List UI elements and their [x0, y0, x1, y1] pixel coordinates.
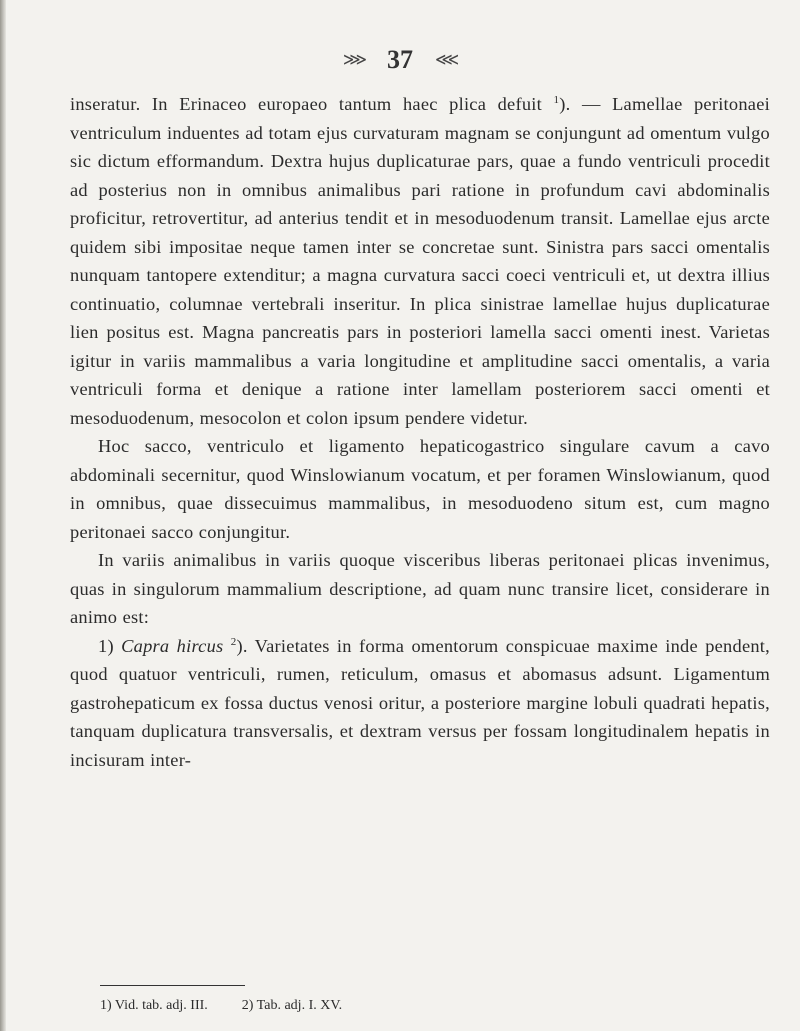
- footnote-1: 1) Vid. tab. adj. III.: [100, 998, 208, 1013]
- text-run: ). Varietates in forma omentorum conspicuae maxime inde pendent, quod quatuor ventriculi, rumen, reticulum, omasus et abomasus adsunt. Ligamentum gastrohepaticum ex fossa ductus venosi oritur, a posteriore margine lobuli quadrati hepatis, tanquam duplicatura transversalis, et dextram versus per fossam longitudinalem hepatis in incisuram inter-: [70, 635, 771, 770]
- text-run: Hoc sacco, ventriculo et ligamento hepaticogastrico singulare cavum a cavo abdominali secernitur, quod Winslowianum vocatum, et per foramen Winslowianum, quod in omnibus, quae dissecuimus mammalibus, in mesoduodeno situm est, cum magno peritonaei sacco conjungitur.: [70, 436, 770, 542]
- ornament-left-icon: ⋙: [342, 50, 365, 70]
- footnote-rule: [100, 985, 245, 986]
- text-run: 1): [98, 635, 122, 656]
- page-edge-shadow: [0, 0, 6, 1031]
- ornament-right-icon: ⋘: [435, 50, 458, 70]
- paragraph: [70, 632, 770, 775]
- page-header: [0, 44, 800, 76]
- footnote-marker: 1: [553, 94, 560, 106]
- paragraph: [70, 432, 770, 546]
- page-number: 37: [387, 45, 413, 74]
- footnotes: [100, 997, 760, 1015]
- paragraph: [70, 546, 770, 632]
- text-run: In variis animalibus in variis quoque visceribus liberas peritonaei plicas invenimus, quas in singulorum mammalium descriptione, ad quam nunc transire licet, considerare in animo est:: [70, 550, 770, 627]
- paragraph: [70, 90, 770, 432]
- text-run: inseratur. In Erinaceo europaeo tantum haec plica defuit: [70, 94, 554, 114]
- body-text: [70, 90, 770, 774]
- text-run: [223, 636, 230, 656]
- footnote-2: 2) Tab. adj. I. XV.: [241, 998, 343, 1013]
- footnote-marker: 2: [230, 635, 237, 648]
- text-run: ). — Lamellae peritonaei ventriculum induentes ad totam ejus curvaturam magnam se conjungunt ad omentum vulgo sic dictum efformandum. Dextra hujus duplicaturae pars, quae a fundo ventriculi procedit ad posterius non in omnibus animalibus pari ratione in profundum cavi abdominalis proficitur, retrovertitur, ad anterius tendit et in mesoduodenum transit. Lamellae ejus arcte quidem sibi impositae neque tamen inter se concretae sunt. Sinistra pars sacci omentalis nunquam tantopere extenditur; a magna curvatura sacci coeci ventriculi et, ut dextra illius continuatio, columnae vertebrali inseritur. In plica sinistrae lamellae hujus duplicaturae lien positus est. Magna pancreatis pars in posteriori lamella sacci omenti inest. Varietas igitur in variis mammalibus a varia longitudine et amplitudine sacci omentalis, a varia ventriculi forma et denique a ratione inter lamellam posteriorem sacci omenti et mesoduodenum, mesocolon et colon ipsum pendere videtur.: [70, 94, 770, 428]
- species-name: Capra hircus: [121, 635, 224, 656]
